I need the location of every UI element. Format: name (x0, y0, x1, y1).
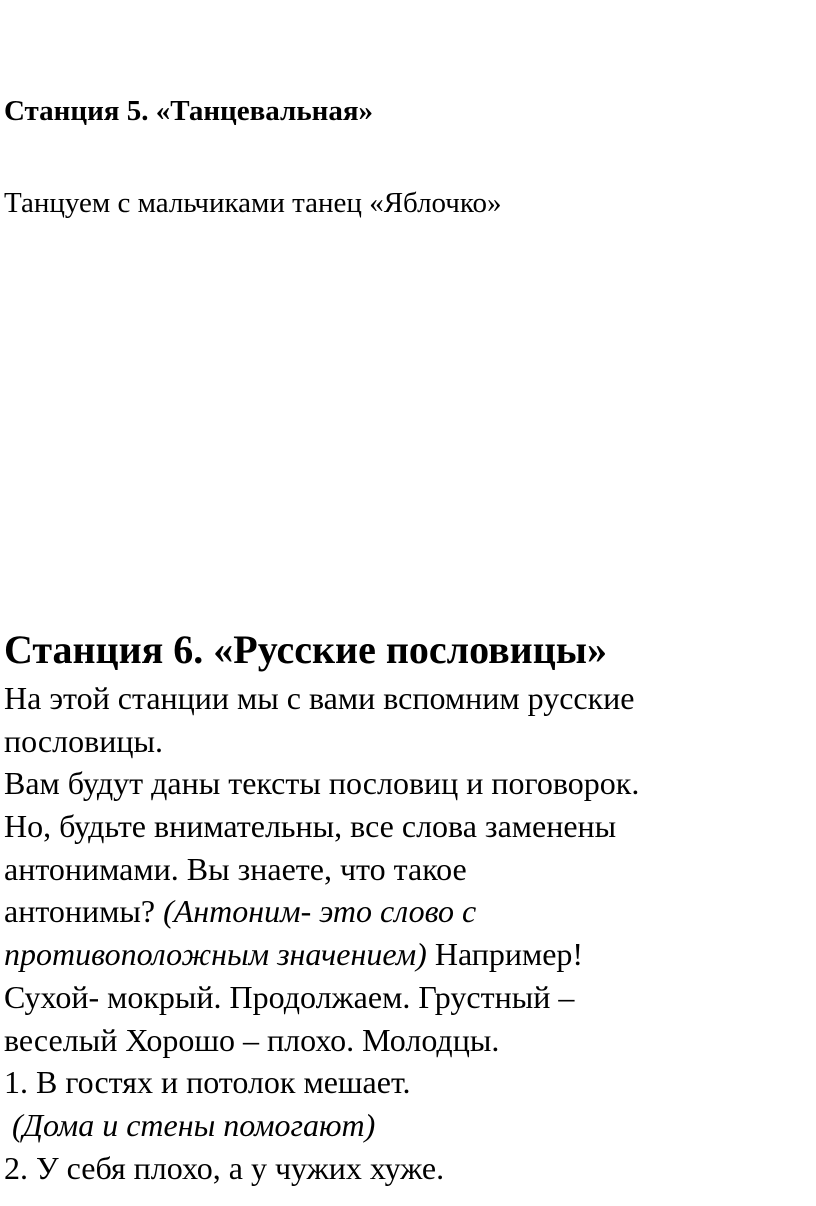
text-run: На этой станции мы с вами вспомним русские (4, 680, 635, 716)
text-run: веселый Хорошо – плохо. Молодцы. (4, 1021, 500, 1058)
text-run: Сухой- мокрый. Продолжаем. Грустный – (4, 978, 575, 1015)
text-line (4, 890, 809, 933)
station-5-text: Танцуем с мальчиками танец «Яблочко» (4, 187, 502, 219)
antonym-definition-italic: противоположным значением) (4, 936, 427, 973)
text-run: 2. У себя плохо, а у чужих хуже. (4, 1149, 445, 1186)
text-line (4, 677, 809, 720)
text-line (4, 720, 809, 763)
text-run: 1. В гостях и потолок мешает. (4, 1064, 411, 1101)
text-run (4, 1107, 12, 1143)
text-run: пословицы. (4, 722, 163, 759)
text-line (4, 762, 809, 805)
text-line (4, 805, 809, 848)
text-line (4, 848, 809, 891)
text-run: антонимами. Вы знаете, что такое (4, 850, 467, 887)
antonym-definition-italic: (Антоним- это слово с (163, 893, 477, 930)
text-run: антонимы? (4, 893, 164, 930)
text-run: Например! (426, 936, 584, 973)
proverb-2 (4, 1147, 809, 1190)
text-line (4, 933, 809, 976)
text-run: Вам будут даны тексты пословиц и поговорок. (4, 765, 640, 802)
station-6-heading: Станция 6. «Русские пословицы» (4, 627, 608, 672)
station-6-body (4, 677, 809, 1189)
station-5-heading: Станция 5. «Танцевальная» (4, 95, 374, 127)
text-line (4, 976, 809, 1019)
text-run: Но, будьте внимательны, все слова заменены (4, 808, 617, 845)
answer-italic: (Дома и стены помогают) (12, 1106, 376, 1143)
proverb-1-answer (4, 1104, 809, 1147)
text-line (4, 1019, 809, 1062)
proverb-1 (4, 1061, 809, 1104)
